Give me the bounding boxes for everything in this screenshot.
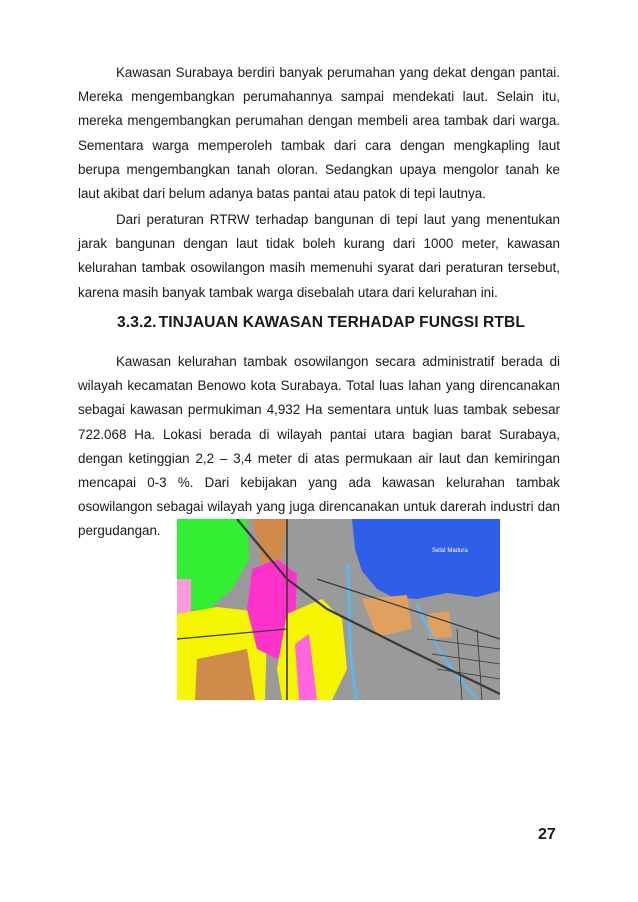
- paragraph-3-text: Kawasan kelurahan tambak osowilangon secara administratif berada di wilayah kecamatan Benowo kota Surabaya. Total luas lahan yang direncanakan sebagai kawasan permukiman 4,932 Ha sementara untuk luas tambak sebesar 722.068 Ha. Lokasi berada di wilayah pantai utara bagian barat Surabaya, dengan ketinggian 2,2 – 3,4 meter di atas permukaan air laut dan kemiringan mencapai 0-3 %. Dari kebijakan yang ada kawasan kelurahan tambak osowilangon sebagai wilayah yang juga direncanakan untuk darerah industri dan pergudangan.: [78, 354, 560, 539]
- page-number: 27: [538, 826, 556, 843]
- section-heading: [117, 314, 525, 332]
- paragraph-2: [78, 208, 560, 305]
- paragraph-1: [78, 61, 560, 206]
- paragraph-1-text: Kawasan Surabaya berdiri banyak perumahan yang dekat dengan pantai. Mereka mengembangkan perumahannya sampai mendekati laut. Selain itu, mereka mengembangkan perumahan dengan membeli area tambak dari warga. Sementara warga memperoleh tambak dari cara dengan mengkapling laut berupa mengembangkan tanah oloran. Sedangkan upaya mengolor tanah ke laut akibat dari belum adanya batas pantai atau patok di tepi lautnya.: [78, 65, 560, 202]
- paragraph-2-text: Dari peraturan RTRW terhadap bangunan di tepi laut yang menentukan jarak bangunan dengan laut tidak boleh kurang dari 1000 meter, kawasan kelurahan tambak osowilangon masih memenuhi syarat dari peraturan tersebut, karena masih banyak tambak warga disebalah utara dari kelurahan ini.: [78, 212, 560, 300]
- section-number: 3.3.2.: [117, 314, 157, 331]
- land-use-map-image: [177, 519, 500, 700]
- paragraph-3: [78, 350, 560, 544]
- section-title: TINJAUAN KAWASAN TERHADAP FUNGSI RTBL: [158, 314, 526, 331]
- sea-label: Selat Madura: [432, 548, 468, 554]
- land-use-map: [177, 519, 500, 700]
